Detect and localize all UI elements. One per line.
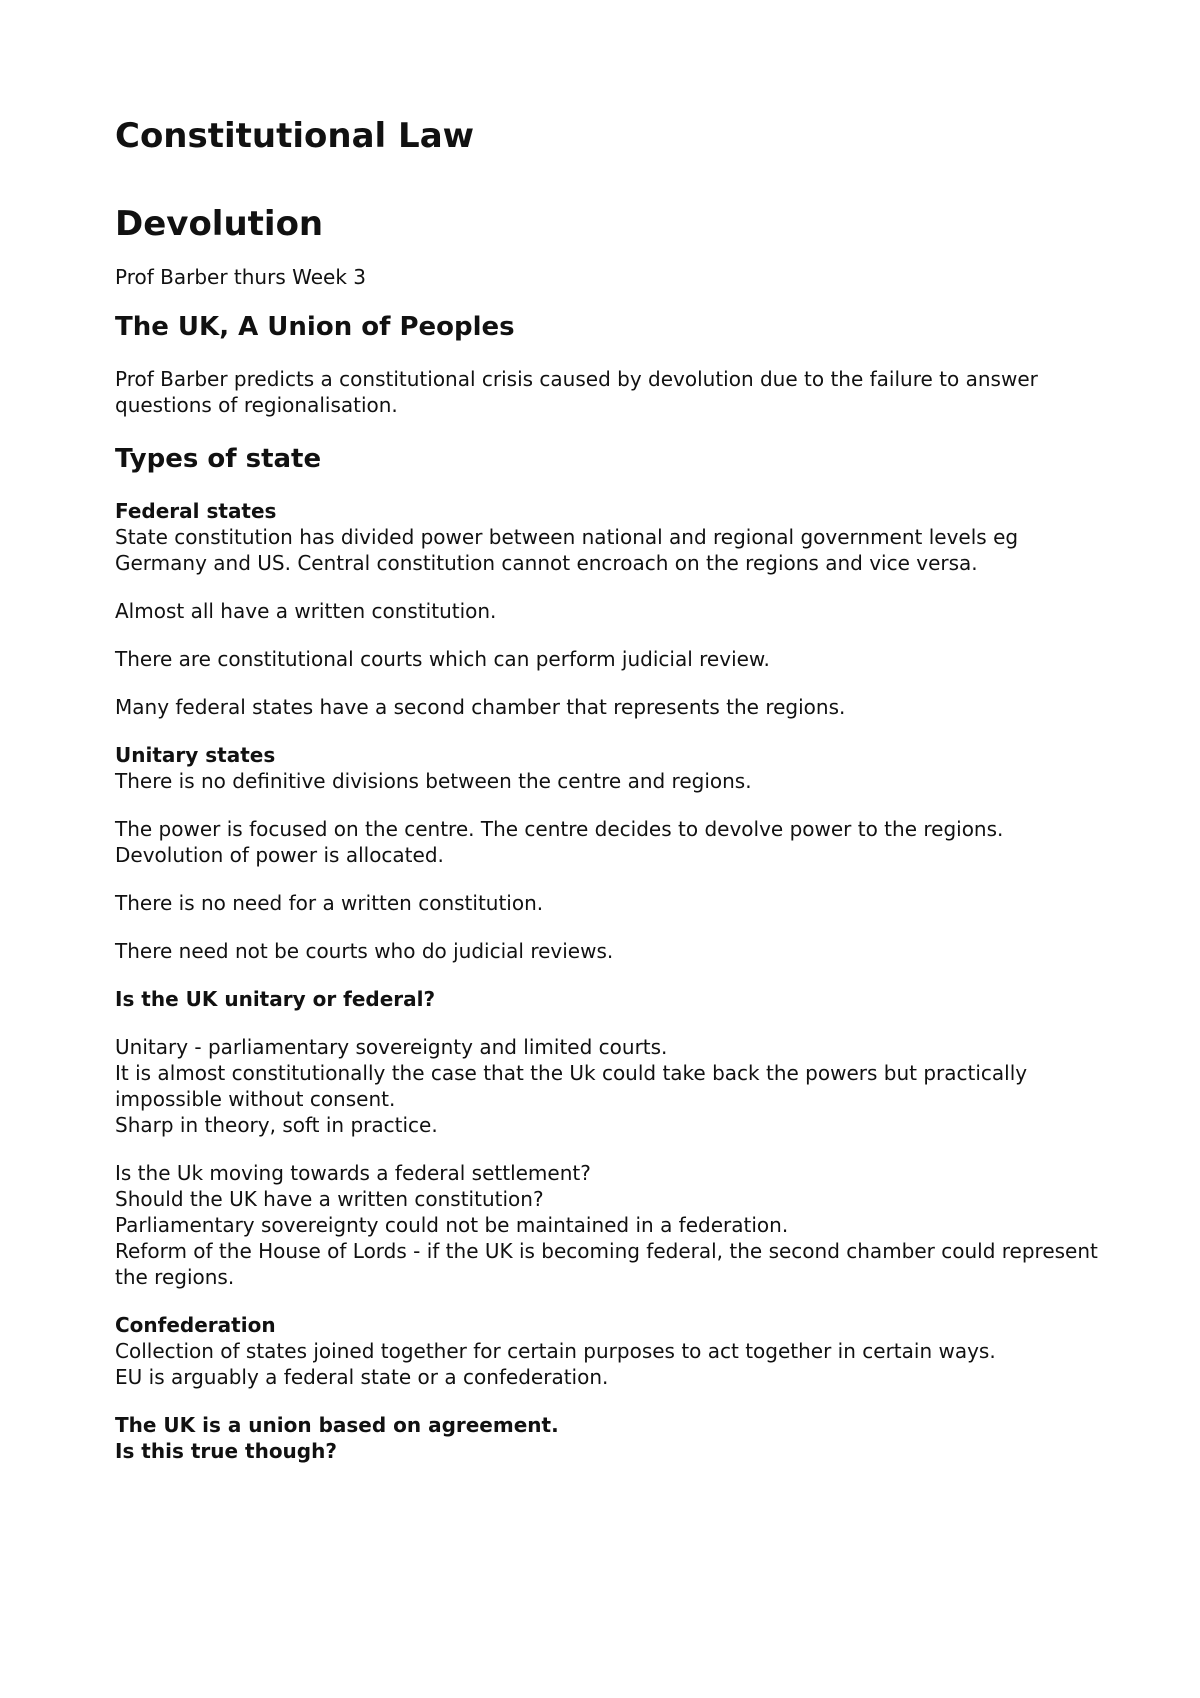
uk-line: It is almost constitutionally the case that the Uk could take back the powers but practically impossible without consent.	[115, 1061, 1028, 1111]
uk-line: Is the Uk moving towards a federal settlement?	[115, 1161, 591, 1185]
subheading-confederation: Confederation	[115, 1313, 276, 1337]
uk-line: Sharp in theory, soft in practice.	[115, 1113, 438, 1137]
uk-line: Should the UK have a written constitution?	[115, 1187, 544, 1211]
closing-statement: The UK is a union based on agreement.	[115, 1413, 559, 1437]
section-union-body: Prof Barber predicts a constitutional crisis caused by devolution due to the failure to answer questions of regionalisation.	[115, 367, 1038, 417]
closing-question: Is this true though?	[115, 1439, 337, 1463]
federal-paragraph: Almost all have a written constitution.	[115, 599, 497, 623]
unitary-paragraph: There is no definitive divisions between the centre and regions.	[115, 769, 752, 793]
subheading-federal-states: Federal states	[115, 499, 277, 523]
uk-line: Unitary - parliamentary sovereignty and limited courts.	[115, 1035, 668, 1059]
section-heading-union: The UK, A Union of Peoples	[115, 312, 515, 342]
document-subtitle: Devolution	[115, 204, 324, 244]
section-heading-types: Types of state	[115, 444, 322, 474]
federal-paragraph: Many federal states have a second chamber that represents the regions.	[115, 695, 846, 719]
subheading-unitary-states: Unitary states	[115, 743, 276, 767]
document-title: Constitutional Law	[115, 116, 475, 156]
unitary-paragraph: There need not be courts who do judicial reviews.	[115, 939, 614, 963]
subheading-uk-unitary-or-federal: Is the UK unitary or federal?	[115, 987, 436, 1011]
lecture-meta: Prof Barber thurs Week 3	[115, 265, 366, 289]
unitary-paragraph: There is no need for a written constitution.	[115, 891, 544, 915]
uk-line: Reform of the House of Lords - if the UK is becoming federal, the second chamber could represent the regions.	[115, 1239, 1098, 1289]
federal-paragraph: There are constitutional courts which can perform judicial review.	[115, 647, 770, 671]
uk-line: Parliamentary sovereignty could not be maintained in a federation.	[115, 1213, 789, 1237]
federal-paragraph: State constitution has divided power between national and regional government levels eg Germany and US. Central constitution cannot encroach on the regions and vice versa.	[115, 525, 1019, 575]
confederation-line: Collection of states joined together for certain purposes to act together in certain ways.	[115, 1339, 996, 1363]
confederation-line: EU is arguably a federal state or a confederation.	[115, 1365, 609, 1389]
unitary-paragraph: The power is focused on the centre. The centre decides to devolve power to the regions. Devolution of power is allocated.	[115, 817, 1004, 867]
